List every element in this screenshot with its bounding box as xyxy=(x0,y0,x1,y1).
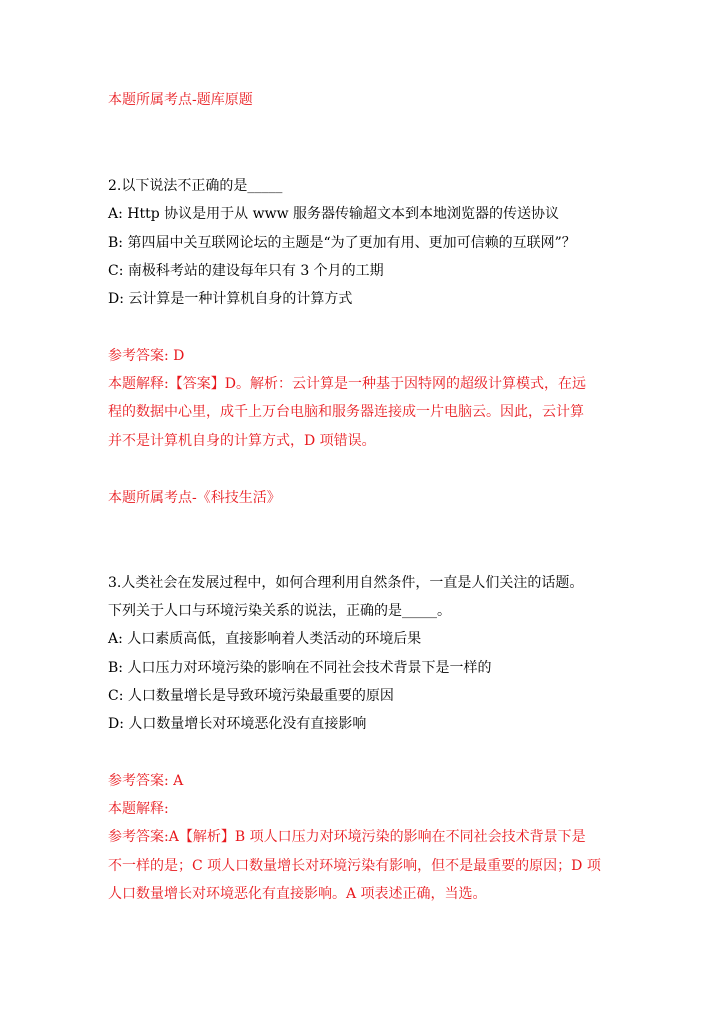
question3-option-d: D: 人口数量增长对环境恶化没有直接影响 xyxy=(108,716,367,732)
question2-option-c: C: 南极科考站的建设每年只有 3 个月的工期 xyxy=(108,263,384,279)
question3-option-c: C: 人口数量增长是导致环境污染最重要的原因 xyxy=(108,688,394,704)
question1-category: 本题所属考点-题库原题 xyxy=(108,92,253,108)
question3-option-a: A: 人口素质高低，直接影响着人类活动的环境后果 xyxy=(108,631,422,647)
question3-explanation-line-3: 人口数量增长对环境恶化有直接影响。A 项表述正确，当选。 xyxy=(108,886,487,902)
question3-explanation-line-2: 不一样的是；C 项人口数量增长对环境污染有影响，但不是最重要的原因；D 项 xyxy=(108,858,601,874)
question3-option-b: B: 人口压力对环境污染的影响在不同社会技术背景下是一样的 xyxy=(108,660,492,676)
question2-explanation-line-3: 并不是计算机自身的计算方式，D 项错误。 xyxy=(108,433,376,449)
question3-explanation-line-1: 参考答案:A【解析】B 项人口压力对环境污染的影响在不同社会技术背景下是 xyxy=(108,829,586,845)
question2-answer: 参考答案: D xyxy=(108,348,185,364)
question3-explanation-label: 本题解释: xyxy=(108,801,169,817)
question2-stem: 2.以下说法不正确的是_____ xyxy=(108,178,283,194)
question2-option-b: B: 第四届中关互联网论坛的主题是“为了更加有用、更加可信赖的互联网”？ xyxy=(108,235,576,251)
question2-explanation-line-2: 程的数据中心里，成千上万台电脑和服务器连接成一片电脑云。因此，云计算 xyxy=(108,404,584,420)
question2-category: 本题所属考点-《科技生活》 xyxy=(108,490,281,506)
question2-explanation-line-1: 本题解释:【答案】D。解析：云计算是一种基于因特网的超级计算模式，在远 xyxy=(108,376,586,392)
question3-stem-line-2: 下列关于人口与环境污染关系的说法，正确的是_____。 xyxy=(108,603,451,619)
question3-stem-line-1: 3.人类社会在发展过程中，如何合理利用自然条件，一直是人们关注的话题。 xyxy=(108,575,584,591)
question2-option-a: A: Http 协议是用于从 www 服务器传输超文本到本地浏览器的传送协议 xyxy=(108,206,559,222)
question3-answer: 参考答案: A xyxy=(108,773,184,789)
question2-option-d: D: 云计算是一种计算机自身的计算方式 xyxy=(108,291,353,307)
